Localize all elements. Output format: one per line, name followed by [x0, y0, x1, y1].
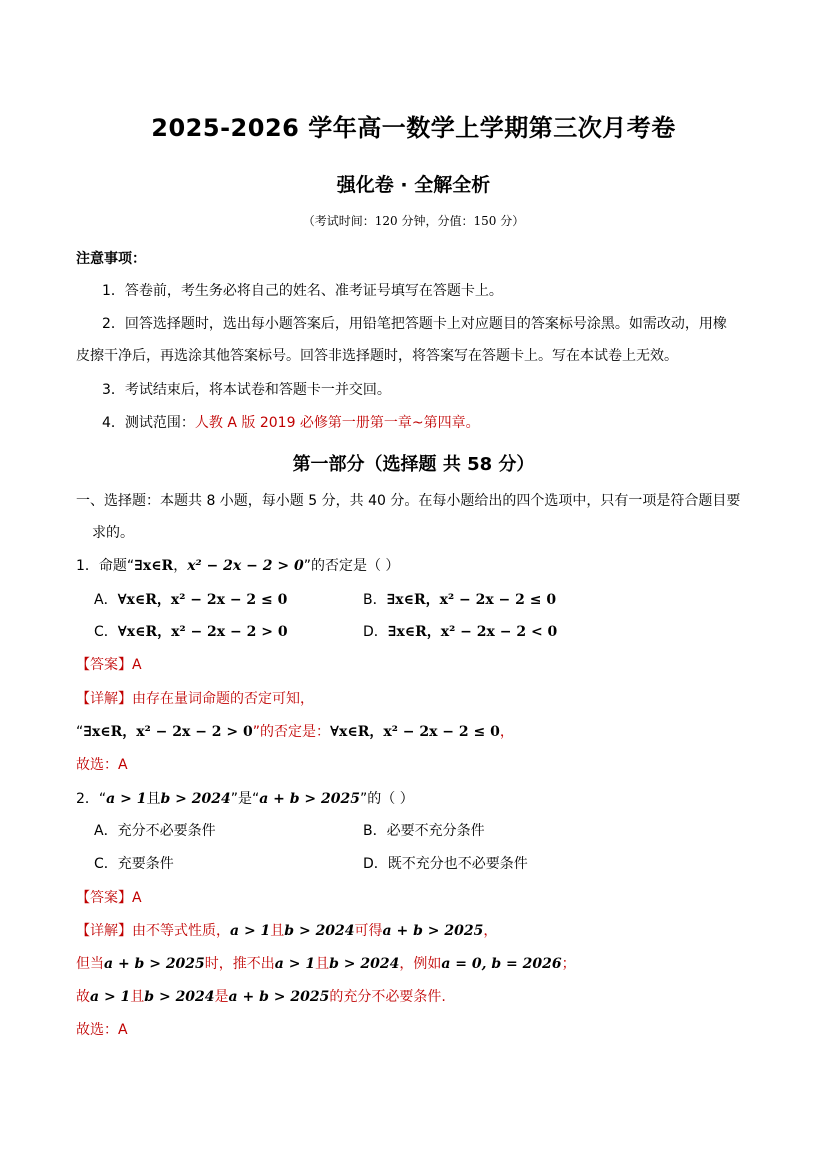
q2-math-1: a > 1: [106, 791, 147, 807]
q2-d2-m1: a + b > 2025: [104, 956, 205, 972]
q1-prefix: 1．命题“: [76, 558, 135, 574]
q2-d2-m2: a > 1: [274, 956, 316, 972]
q1-option-b: [363, 589, 556, 609]
q1-option-a-text: ∀x∈R，x² − 2x − 2 ≤ 0: [117, 592, 288, 608]
q2-d3-b: 且: [130, 989, 145, 1005]
q1-option-a: [94, 589, 287, 609]
q1-conclusion: 故选：A: [76, 757, 128, 773]
note-item-4-prefix: 4．测试范围：: [102, 415, 195, 431]
q2-detail-line1: [76, 920, 497, 940]
q1-detail2-math2: ∀x∈R，x² − 2x − 2 ≤ 0: [330, 724, 500, 740]
q2-d2-m4: a = 0, b = 2026: [441, 956, 562, 972]
q2-d1-a: 由不等式性质，: [132, 923, 230, 939]
q2-d3-d: 的充分不必要条件.: [329, 989, 446, 1005]
q1-option-a-label: A．: [94, 592, 118, 608]
q1-option-c-text: ∀x∈R，x² − 2x − 2 > 0: [117, 624, 288, 640]
q2-d1-c: 可得: [354, 923, 383, 939]
q1-detail2-math1: ∃x∈R，x² − 2x − 2 > 0: [83, 724, 253, 740]
section-instructions-line1: 一、选择题：本题共 8 小题，每小题 5 分，共 40 分。在每小题给出的四个选项中，只有一项是符合题目要: [76, 493, 741, 509]
exam-time-info: （考试时间：120 分钟，分值：150 分）: [302, 214, 525, 228]
q2-option-d: D．既不充分也不必要条件: [363, 856, 528, 872]
q2-prefix: 2．“: [76, 791, 107, 807]
test-scope: 人教 A 版 2019 必修第一册第一章~第四章。: [194, 415, 480, 431]
q2-d3-c: 是: [214, 989, 229, 1005]
question-2-stem: [76, 788, 414, 808]
q1-sep: ，: [173, 558, 188, 574]
q2-d3-m2: b > 2024: [144, 989, 215, 1005]
q2-d2-e: ；: [561, 956, 576, 972]
q1-option-c-label: C．: [94, 624, 118, 640]
q2-d2-m3: b > 2024: [329, 956, 400, 972]
note-item-4: [102, 412, 480, 432]
q2-d2-d: ，例如: [399, 956, 442, 972]
q1-detail-line2: [76, 721, 514, 741]
q2-d1-m1: a > 1: [230, 923, 271, 939]
q2-answer: 【答案】A: [76, 890, 142, 906]
q2-d3-m3: a + b > 2025: [228, 989, 330, 1005]
q1-option-d: [363, 621, 557, 641]
q1-answer: 【答案】A: [76, 657, 142, 673]
q1-detail-text: 由存在量词命题的否定可知，: [132, 691, 314, 707]
notes-heading: 注意事项：: [76, 251, 146, 267]
q1-option-d-text: ∃x∈R，x² − 2x − 2 < 0: [387, 624, 558, 640]
q2-math-3: a + b > 2025: [259, 791, 361, 807]
q2-d1-b: 且: [270, 923, 285, 939]
q2-conclusion: 故选：A: [76, 1022, 128, 1038]
q2-suffix: ”的（ ）: [360, 791, 414, 807]
q2-option-b: B．必要不充分条件: [363, 823, 485, 839]
q1-detail2-end: ，: [499, 724, 514, 740]
q1-detail2-mid: ”的否定是：: [252, 724, 331, 740]
q1-option-b-text: ∃x∈R，x² − 2x − 2 ≤ 0: [386, 592, 557, 608]
q1-option-c: [94, 621, 288, 641]
note-item-2-line2: 皮擦干净后，再选涂其他答案标号。回答非选择题时，将答案写在答题卡上。写在本试卷上无效。: [76, 348, 678, 364]
q2-detail-line2: [76, 953, 576, 973]
q2-d1-d: ，: [483, 923, 498, 939]
q2-d3-a: 故: [76, 989, 90, 1005]
q2-d2-a: 但当: [76, 956, 104, 972]
q1-math-1: ∃x∈R: [134, 558, 174, 574]
document-subtitle: 强化卷 · 全解全析: [336, 174, 491, 196]
note-item-2-line1: 2．回答选择题时，选出每小题答案后，用铅笔把答题卡上对应题目的答案标号涂黑。如需改动，用橡: [102, 316, 727, 332]
q2-math-2: b > 2024: [160, 791, 231, 807]
note-item-1: 1．答卷前，考生务必将自己的姓名、准考证号填写在答题卡上。: [102, 283, 503, 299]
q1-detail: [76, 688, 314, 708]
q2-d2-b: 时，推不出: [204, 956, 275, 972]
note-item-3: 3．考试结束后，将本试卷和答题卡一并交回。: [102, 382, 391, 398]
q2-detail-label: 【详解】: [76, 923, 132, 939]
q2-mid: ”是“: [230, 791, 260, 807]
question-1-stem: [76, 555, 399, 575]
document-title: 2025-2026 学年高一数学上学期第三次月考卷: [151, 114, 676, 142]
q1-option-d-label: D．: [363, 624, 388, 640]
q2-d3-m1: a > 1: [90, 989, 131, 1005]
q1-option-b-label: B．: [363, 592, 387, 608]
q2-d2-c: 且: [315, 956, 330, 972]
q2-d1-m2: b > 2024: [284, 923, 355, 939]
q2-d1-m3: a + b > 2025: [382, 923, 484, 939]
q1-detail2-open: “: [76, 724, 84, 740]
q2-option-a: A．充分不必要条件: [94, 823, 216, 839]
q2-option-c: C．充要条件: [94, 856, 174, 872]
q1-suffix: ”的否定是（ ）: [303, 558, 400, 574]
part1-heading: 第一部分（选择题 共 58 分）: [292, 454, 535, 475]
q2-detail-line3: [76, 986, 446, 1006]
q1-detail-label: 【详解】: [76, 691, 132, 707]
q1-math-2: x² − 2x − 2 > 0: [187, 558, 304, 574]
section-instructions-line2: 求的。: [92, 525, 134, 541]
q2-and: 且: [146, 791, 161, 807]
